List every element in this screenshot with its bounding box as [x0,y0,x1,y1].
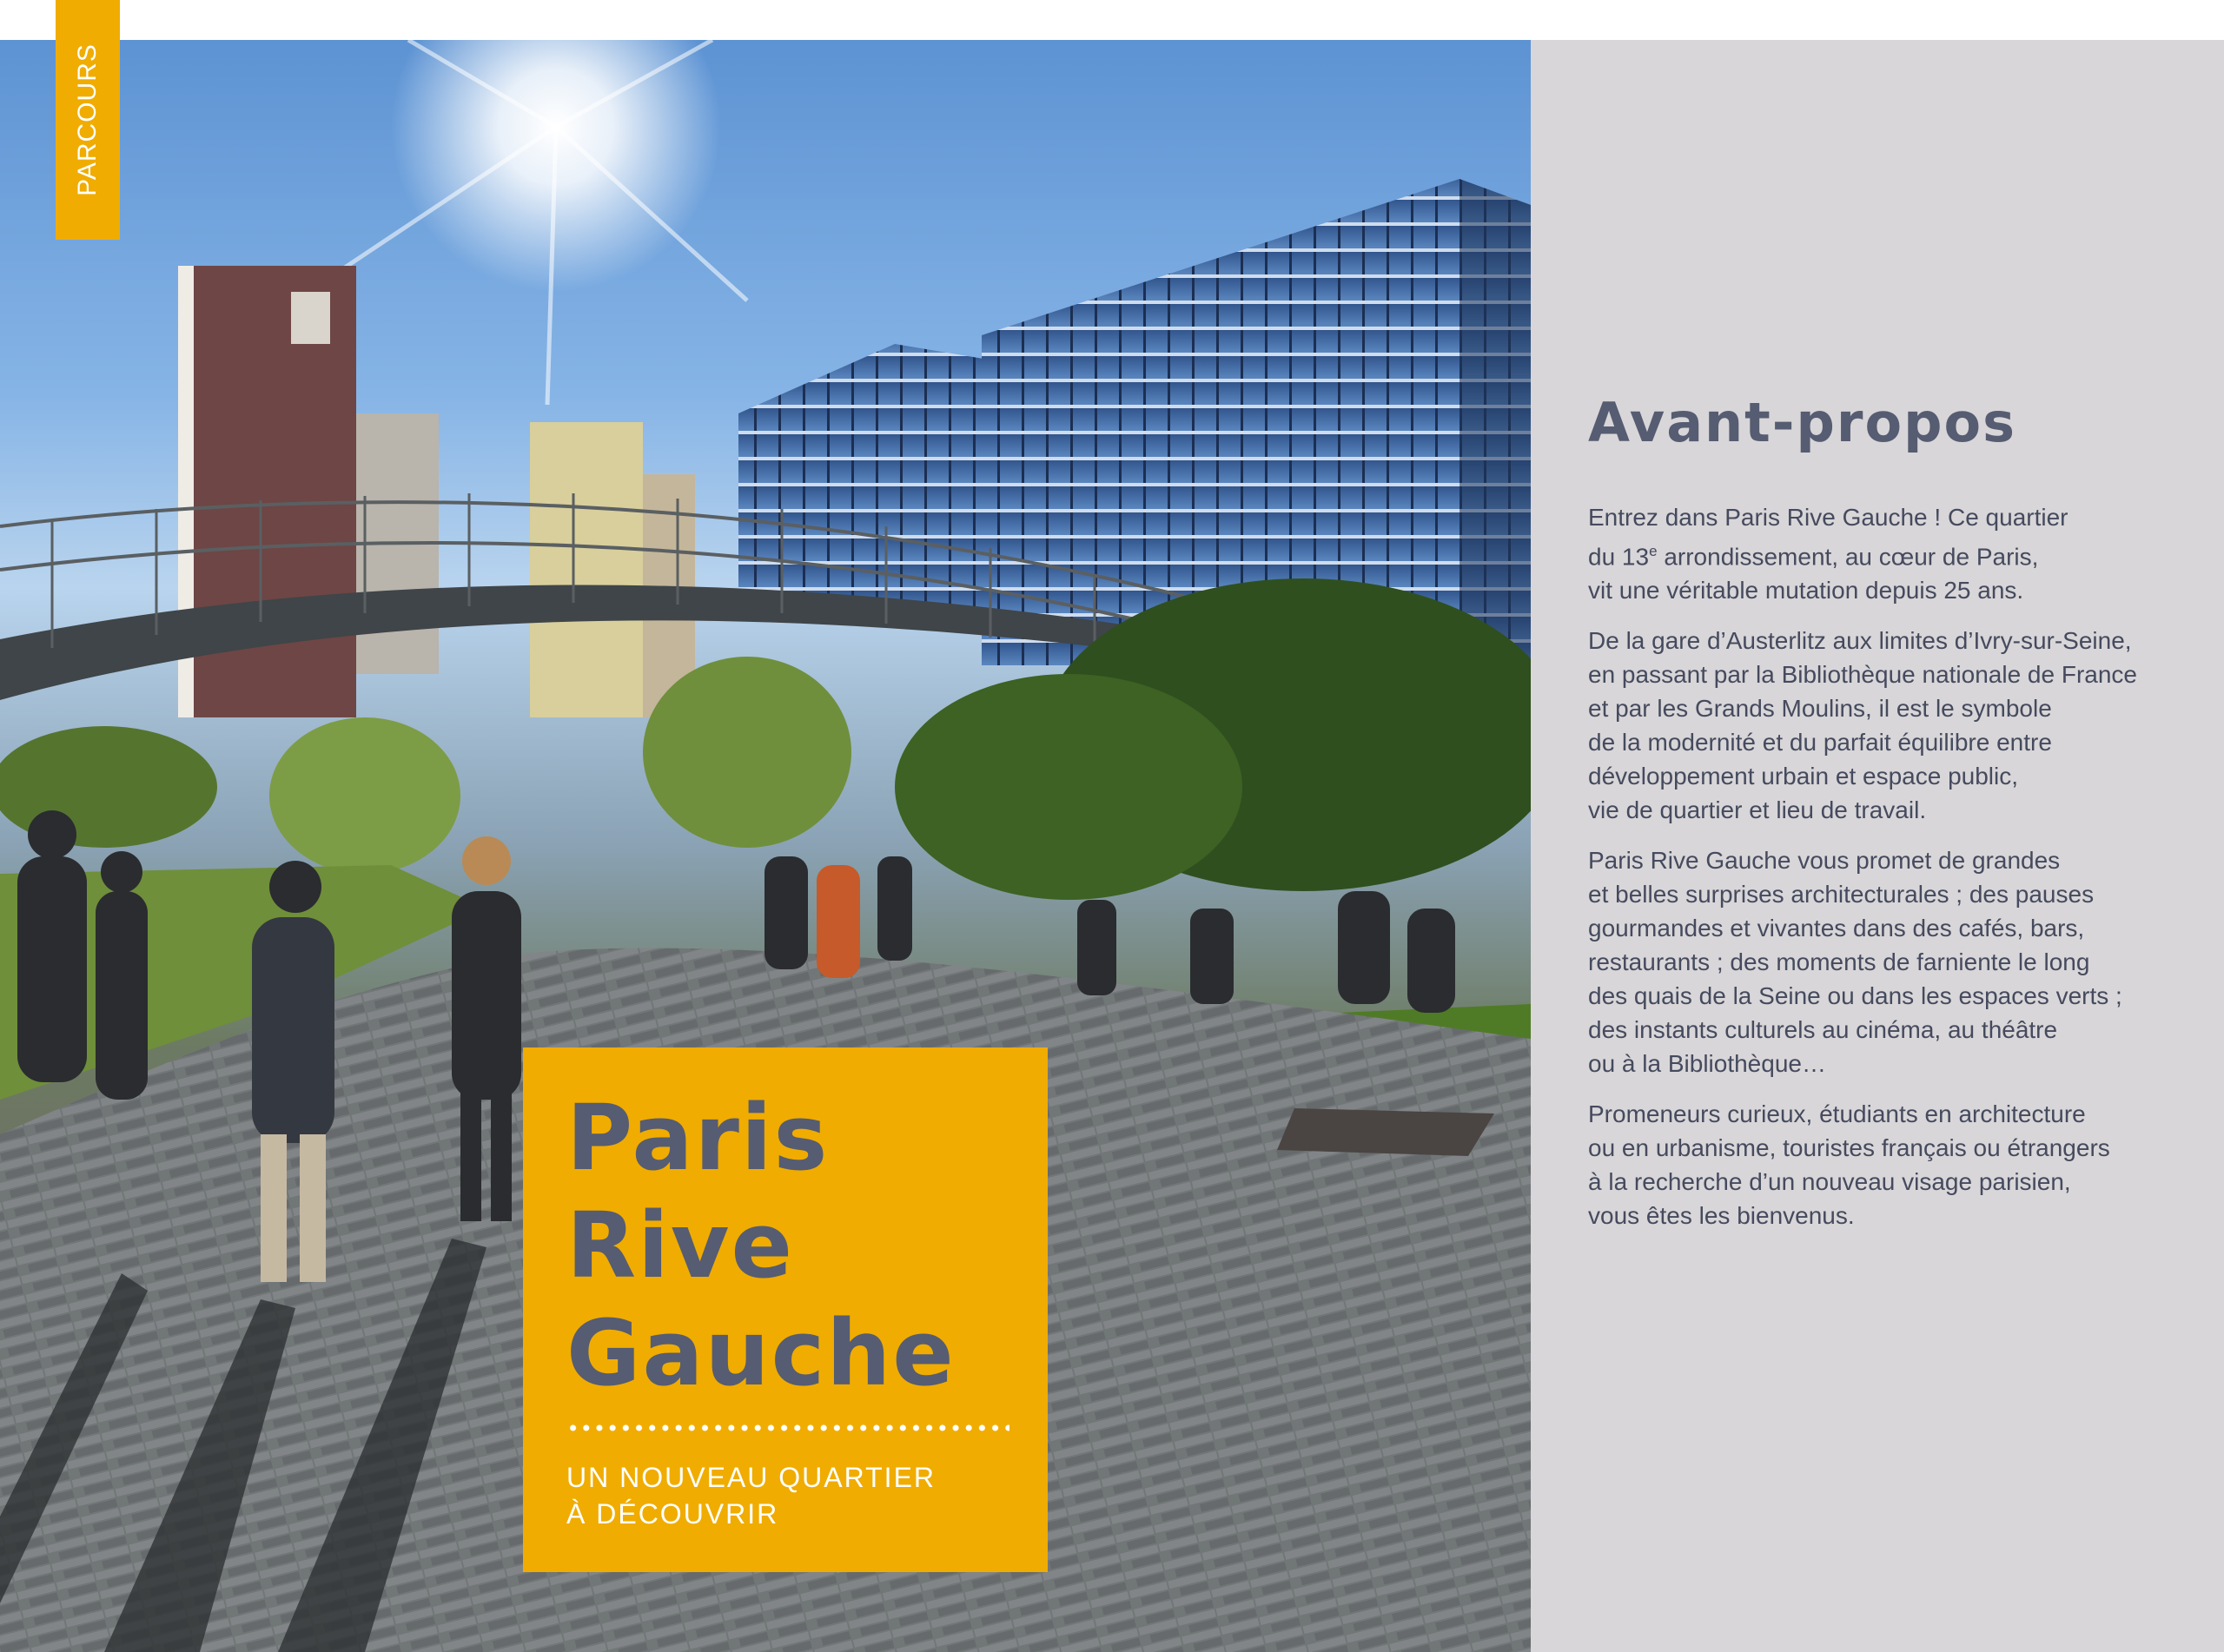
main-title [566,1084,956,1407]
subtitle-line: UN NOUVEAU QUARTIER [566,1462,937,1493]
subtitle-line: À DÉCOUVRIR [566,1498,779,1530]
intro-panel [1531,40,2224,1652]
intro-paragraph-4: Promeneurs curieux, étudiants en architecture ou en urbanisme, touristes français ou étrangers à la recherche d’un nouveau visage parisien, vous êtes les bienvenus. [1588,1100,2110,1230]
dotted-divider [566,1424,1009,1431]
main-title-line: Rive [566,1193,795,1298]
intro-text [1588,500,2188,1249]
section-tab-label: PARCOURS [73,43,102,196]
intro-paragraph-1: Entrez dans Paris Rive Gauche ! Ce quartier du 13e arrondissement, au cœur de Paris, vit une véritable mutation depuis 25 ans. [1588,504,2068,605]
section-heading: Avant-propos [1588,391,2016,454]
main-title-line: Paris [566,1085,830,1191]
top-margin [0,0,2224,40]
subtitle [566,1459,936,1532]
intro-paragraph-2: De la gare d’Austerlitz aux limites d’Ivry-sur-Seine, en passant par la Bibliothèque nationale de France et par les Grands Moulins, il est le symbole de la modernité et du parfait équilibre entre développement urbain et espace public, vie de quartier et lieu de travail. [1588,627,2137,824]
main-title-line: Gauche [566,1300,956,1406]
title-box [523,1047,1048,1572]
intro-paragraph-3: Paris Rive Gauche vous promet de grandes et belles surprises architecturales ; des pauses gourmandes et vivantes dans des cafés, bars, restaurants ; des moments de farniente le long des quais de la Seine ou dans les espaces verts ; des instants culturels au cinéma, au théâtre ou à la Bibliothèque… [1588,847,2122,1078]
section-tab [56,0,120,240]
